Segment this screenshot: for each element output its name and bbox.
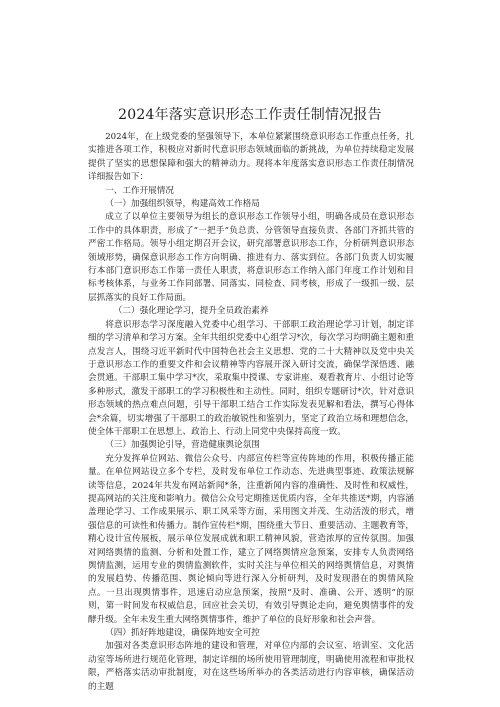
document-body [88,131,414,694]
subsection-heading: （四）抓好阵地建设，确保阵地安全可控 [105,628,260,639]
subsection-heading: （一）加强组织领导，构建高效工作格局 [105,199,260,210]
section-heading: 一、工作开展情况 [105,185,174,196]
body-paragraph: 将意识形态学习深度融入党委中心组学习、干部职工政治理论学习计划，制定详细的学习清单和学习方案。全年共组织党委中心组学习*次，每次学习均明确主题和重点发言人，围绕习近平新时代中国特色社会主义思想、党的二十大精神以及党中央关于意识形态工作的重要文件和会议精神等内容展开深入研讨交流，确保学深悟透、融会贯通。干部职工集中学习*次，采取集中授课、专家讲座、观看教育片、小组讨论等多种形式，激发干部职工的学习积极性和主动性。同时，组织专题研讨*次，针对意识形态领域的热点难点问题，引导干部职工结合工作实际发表见解和看法，撰写心得体会*余篇，切实增强了干部职工的政治敏锐性和鉴别力，坚定了政治立场和理想信念，使全体干部职工在思想上、政治上、行动上同党中央保持高度一致。 [88,319,414,437]
subsection-heading: （二）强化理论学习，提升全员政治素养 [113,306,269,317]
body-paragraph: 成立了以单位主要领导为组长的意识形态工作领导小组，明确各成员在意识形态工作中的具体职责，形成了“一把手”负总责、分管领导直接负责、各部门齐抓共管的严密工作格局。领导小组定期召开会议，研究部署意识形态工作，分析研判意识形态领域形势，确保意识形态工作方向明确、推进有力、落实到位。各部门负责人切实履行本部门意识形态工作第一责任人职责，将意识形态工作纳入部门年度工作计划和目标考核体系，与业务工作同部署、同落实、同检查、同考核，形成了一级抓一级、层层抓落实的良好工作局面。 [88,212,414,303]
subsection-heading: （三）加强舆论引导，营造健康舆论氛围 [105,440,260,451]
intro-paragraph: 2024年，在上级党委的坚强领导下，本单位紧紧围绕意识形态工作重点任务，扎实推进各项工作，积极应对新时代意识形态领域面临的新挑战，为单位持续稳定发展提供了坚实的思想保障和强大的精神动力。现将本年度落实意识形态工作责任制情况详细报告如下： [88,132,414,183]
body-paragraph: 充分发挥单位网站、微信公众号、内部宣传栏等宣传阵地的作用，积极传播正能量。在单位网站设立多个专栏，及时发布单位工作动态、先进典型事迹、政策法规解读等信息，2024年共发布网站新闻*条，注重新闻内容的准确性、及时性和权威性，提高网站的关注度和影响力。微信公众号定期推送优质内容，全年共推送*期，内容涵盖理论学习、工作成果展示、职工风采等方面，采用图文并茂、生动活泼的形式，增强信息的可读性和传播力。制作宣传栏*期，围绕重大节日、重要活动、主题教育等，精心设计宣传展板，展示单位发展成就和职工精神风貌，营造浓厚的宣传氛围。加强对网络舆情的监测、分析和处置工作，建立了网络舆情应急预案，安排专人负责网络舆情监测，运用专业的舆情监测软件，实时关注与单位相关的网络舆情信息，对舆情的发展趋势、传播范围、舆论倾向等进行深入分析研判，及时发现潜在的舆情风险点。一旦出现舆情事件，迅速启动应急预案，按照“及时、准确、公开、透明”的原则，第一时间发布权威信息，回应社会关切，有效引导舆论走向，避免舆情事件的发酵升级。全年未发生重大网络舆情事件，维护了单位的良好形象和社会声誉。 [88,453,414,625]
document-title: 2024年落实意识形态工作责任制情况报告 [118,107,382,123]
body-paragraph: 加强对各类意识形态阵地的建设和管理，对单位内部的会议室、培训室、文化活动室等场所进行规范化管理，制定详细的场所使用管理制度，明确使用流程和审批权限，严格落实活动审批制度，对在这些场所举办的各类活动进行内容审核，确保活动的主题 [88,641,414,692]
